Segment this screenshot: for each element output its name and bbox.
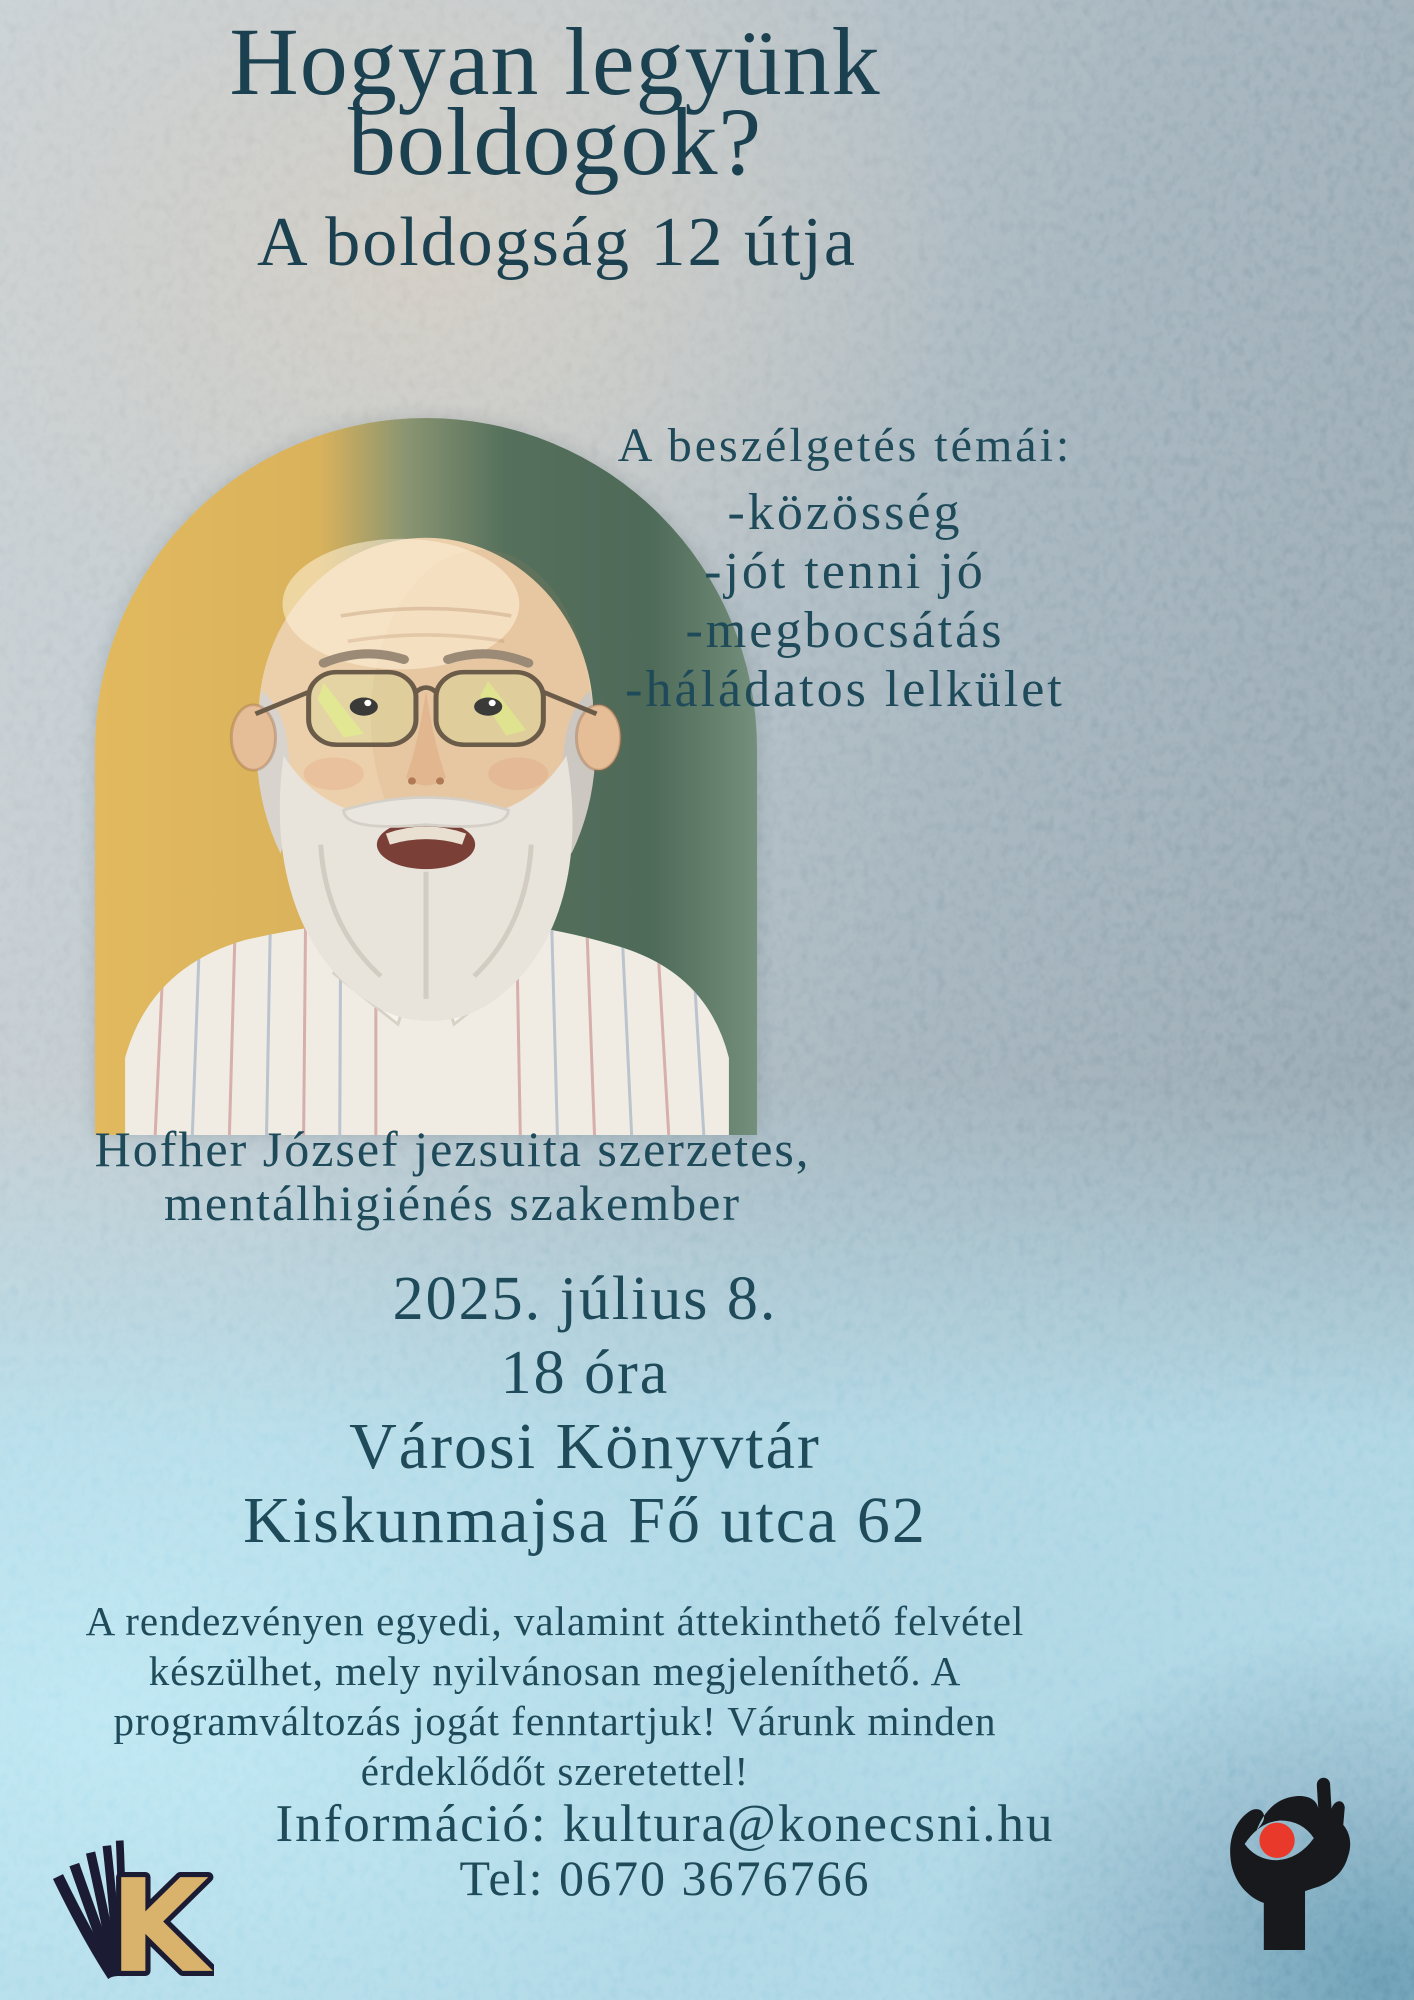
topic-item: -megbocsátás bbox=[685, 602, 1005, 659]
hand-eye-logo-icon bbox=[1202, 1766, 1358, 1950]
speaker-line-1: Hofher József jezsuita szerzetes, bbox=[94, 1121, 811, 1177]
title-line-1: Hogyan legyünk bbox=[229, 8, 881, 115]
book-k-logo-icon bbox=[34, 1800, 214, 1996]
topic-item: -háládatos lelkület bbox=[625, 661, 1065, 718]
contact-phone: Tel: 0670 3676766 bbox=[459, 1850, 871, 1906]
disclaimer-line: készülhet, mely nyilvánosan megjeleníthető. A bbox=[148, 1648, 962, 1694]
contact-email: Információ: kultura@konecsni.hu bbox=[275, 1795, 1055, 1853]
event-date: 2025. július 8. bbox=[392, 1265, 778, 1333]
topics-heading: A beszélgetés témái: bbox=[617, 419, 1073, 472]
contact-block bbox=[170, 1796, 1160, 1904]
library-logo bbox=[34, 1800, 214, 1996]
topic-item: -közösség bbox=[727, 484, 963, 541]
disclaimer-block bbox=[25, 1596, 1085, 1796]
disclaimer-line: programváltozás jogát fenntartjuk! Várunk minden bbox=[113, 1698, 997, 1744]
speaker-name-block bbox=[0, 1122, 905, 1230]
topics-block bbox=[565, 418, 1125, 719]
svg-text:K: K bbox=[109, 1852, 210, 1996]
event-time: 18 óra bbox=[500, 1339, 670, 1407]
event-details-block bbox=[0, 1262, 1170, 1558]
title-line-2: boldogok? bbox=[347, 88, 763, 195]
disclaimer-line: A rendezvényen egyedi, valamint áttekinthető felvétel bbox=[85, 1598, 1025, 1644]
event-venue: Városi Könyvtár bbox=[349, 1410, 821, 1483]
poster-title bbox=[0, 8, 1110, 195]
disclaimer-line: érdeklődőt szeretettel! bbox=[360, 1748, 750, 1794]
poster-subtitle: A boldogság 12 útja bbox=[257, 204, 857, 281]
topic-item: -jót tenni jó bbox=[704, 543, 986, 600]
event-address: Kiskunmajsa Fő utca 62 bbox=[243, 1484, 927, 1557]
culture-center-logo bbox=[1202, 1766, 1358, 1950]
speaker-line-2: mentálhigiénés szakember bbox=[164, 1175, 741, 1231]
